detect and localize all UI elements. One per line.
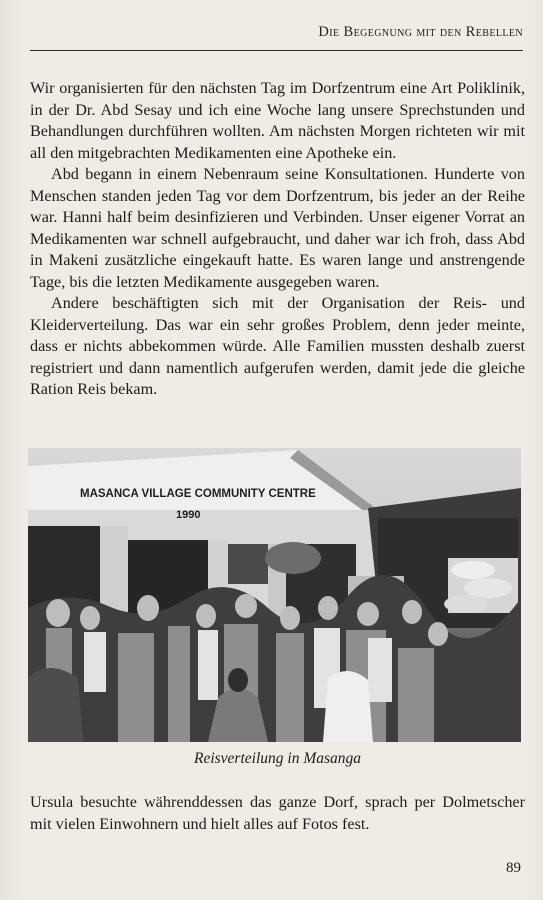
sign-line-2: 1990 [176,509,201,521]
running-head: Die Begegnung mit den Rebellen [318,24,523,40]
page-number: 89 [506,860,521,876]
photo-rice-distribution [28,448,521,742]
header-rule [30,50,523,51]
figure-caption: Reisverteilung in Masanga [193,750,362,767]
paragraph-3: Andere beschäftigten sich mit der Organisation der Reis- und Kleiderverteilung. Das war ein sehr großes Problem, denn jeder meinte, dass er nichts abbekommen würde. Alle Familien mussten deshalb zuerst registriert und dann namentlich aufgerufen werden, damit jede die gleiche Ration Reis bekam. [30,294,525,398]
sign-line-1: MASANCA VILLAGE COMMUNITY CENTRE [80,488,316,500]
body-text-bottom [30,792,525,835]
photo-illustration [28,448,521,742]
paragraph-4: Ursula besuchte währenddessen das ganze Dorf, sprach per Dolmetscher mit vielen Einwohnern und hielt alles auf Fotos fest. [30,793,525,833]
paragraph-2: Abd begann in einem Nebenraum seine Konsultationen. Hunderte von Menschen standen jeden Tag vor dem Dorfzentrum, bis jeder an der Reihe war. Hanni half beim desinfizieren und Verbinden. Unser eigener Vorrat an Medikamenten war schnell aufgebraucht, und daher war ich froh, dass Abd in Makeni zusätzliche eingekauft hatte. Es waren lange und anstrengende Tage, bis die letzten Medikamente ausgegeben waren. [30,165,525,291]
body-text-top [30,78,525,401]
paragraph-1: Wir organisierten für den nächsten Tag im Dorfzentrum eine Art Poliklinik, in der Dr. Abd Sesay und ich eine Woche lang unsere Sprechstunden und Behandlungen durchführen wollten. Am nächsten Morgen richteten wir mit all den mitgebrachten Medikamenten eine Apotheke ein. [30,79,525,162]
